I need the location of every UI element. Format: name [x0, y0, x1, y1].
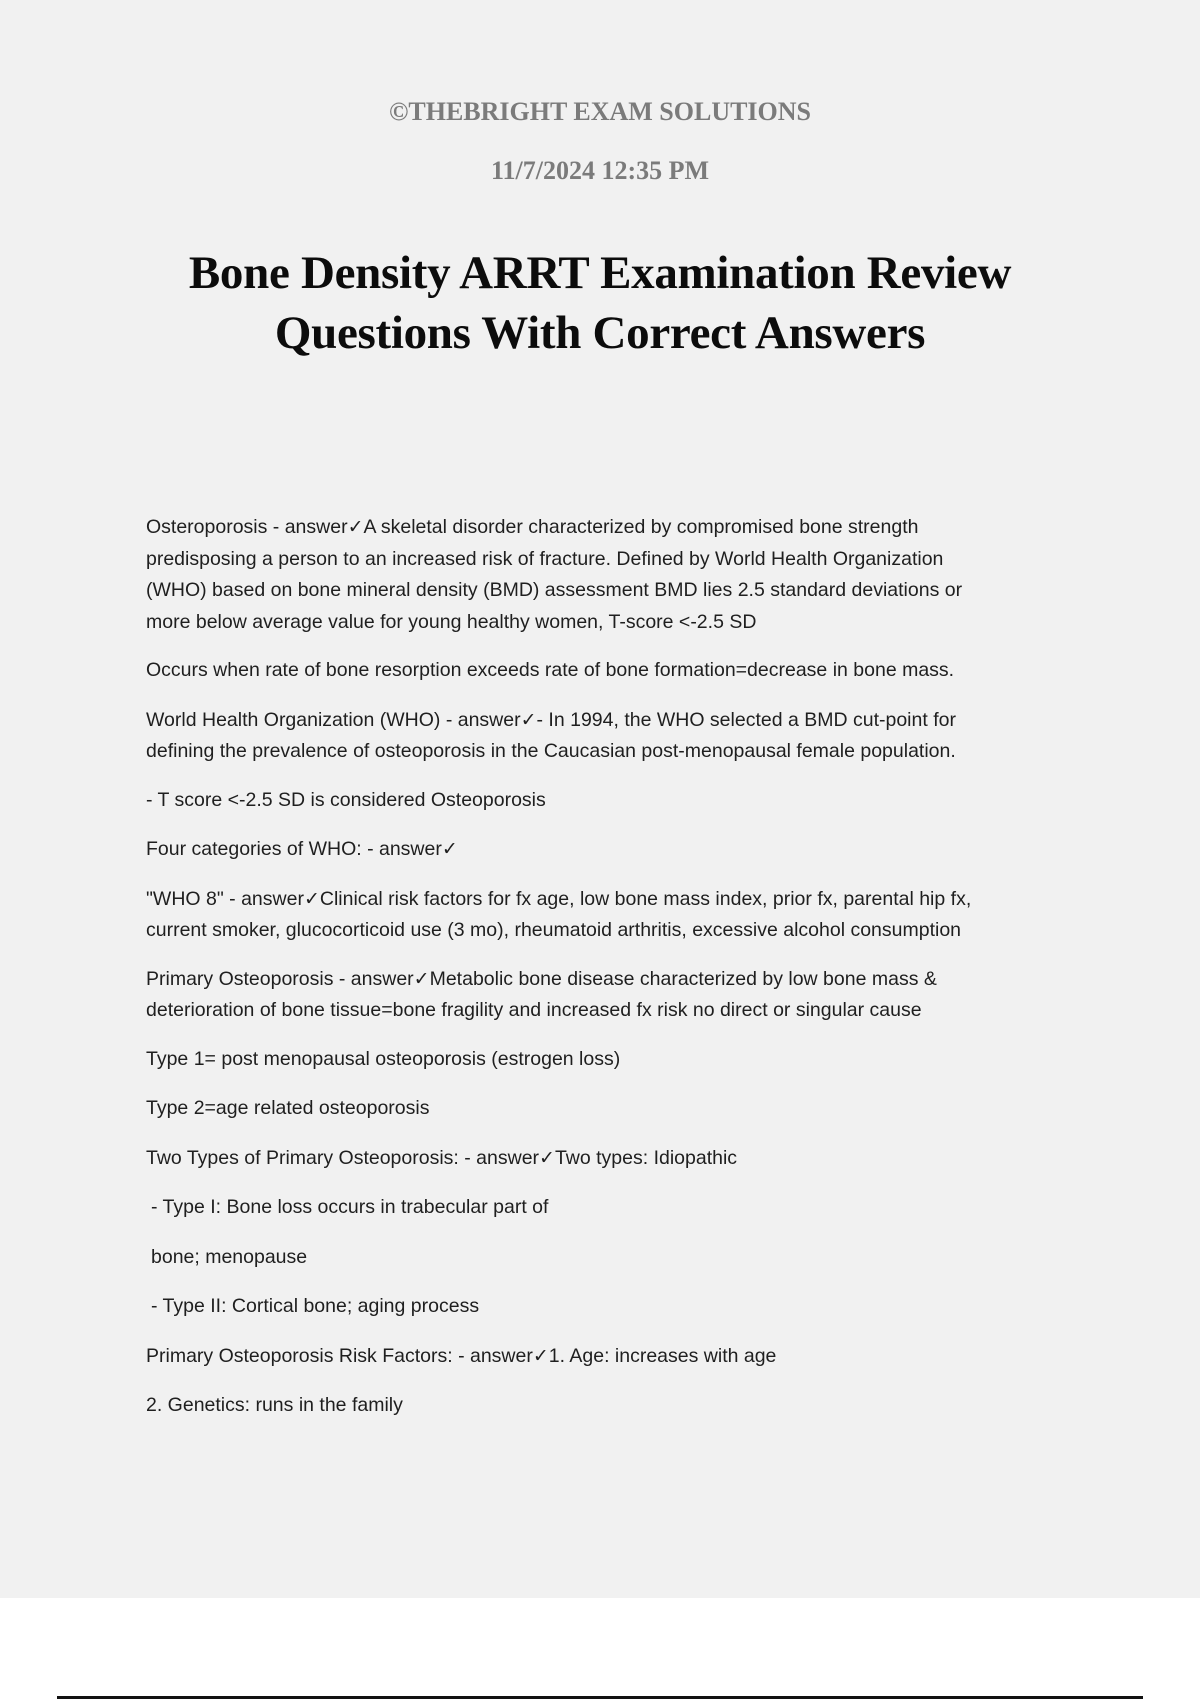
text-line: [146, 512, 1106, 544]
question-text: Primary Osteoporosis - answer: [146, 967, 414, 990]
text-line: Occurs when rate of bone resorption exceeds rate of bone formation=decrease in bone mass.: [146, 659, 955, 681]
title-line-2: Questions With Correct Answers: [274, 307, 926, 359]
question-text: Primary Osteoporosis Risk Factors: - answer: [146, 1344, 533, 1367]
text-line: [146, 1143, 1106, 1175]
answer-text: - In 1994, the WHO selected a BMD cut-point for: [536, 708, 956, 731]
paragraph-bone-resorption: [146, 655, 1106, 687]
text-line: defining the prevalence of osteoporosis in the Caucasian post-menopausal female population.: [146, 740, 956, 762]
answer-text: Two types: Idiopathic: [554, 1146, 738, 1169]
qa-four-categories: [146, 834, 1106, 866]
qa-osteoporosis: [146, 512, 1106, 638]
question-text: Two Types of Primary Osteoporosis: - answer: [146, 1146, 540, 1169]
question-text: World Health Organization (WHO) - answer: [146, 708, 521, 731]
checkmark-icon: ✓: [532, 1344, 549, 1367]
question-text: "WHO 8" - answer: [146, 887, 304, 910]
qa-who: [146, 705, 1106, 768]
checkmark-icon: ✓: [441, 838, 458, 860]
answer-text: 1. Age: increases with age: [548, 1344, 777, 1367]
text-line: [146, 884, 1106, 916]
checkmark-icon: ✓: [539, 1146, 555, 1169]
text-line: [146, 705, 1106, 737]
text-line: (WHO) based on bone mineral density (BMD) assessment BMD lies 2.5 standard deviations or: [146, 579, 963, 601]
paragraph-type-1: [146, 1044, 1106, 1076]
answer-text: Metabolic bone disease characterized by low bone mass &: [429, 967, 937, 990]
text-line: Type 2=age related osteoporosis: [146, 1097, 430, 1119]
question-text: Osteroporosis - answer: [146, 516, 348, 538]
text-line: - Type II: Cortical bone; aging process: [151, 1295, 480, 1317]
text-line: bone; menopause: [151, 1245, 308, 1268]
paragraph-type-ii: [146, 1291, 1106, 1323]
text-line: [146, 964, 1106, 996]
text-line: Type 1= post menopausal osteoporosis (estrogen loss): [146, 1047, 621, 1070]
footer-divider: [57, 1696, 1143, 1699]
text-line: more below average value for young healthy women, T-score <-2.5 SD: [146, 610, 757, 633]
header-datetime: 11/7/2024 12:35 PM: [490, 156, 710, 185]
text-line: [146, 834, 1106, 866]
answer-text: A skeletal disorder characterized by compromised bone strength: [363, 516, 919, 538]
checkmark-icon: ✓: [520, 708, 537, 731]
paragraph-t-score: [146, 785, 1106, 817]
paragraph-bone-menopause: [146, 1242, 1106, 1274]
text-line: - T score <-2.5 SD is considered Osteoporosis: [146, 788, 546, 811]
document-body: [146, 512, 1106, 1440]
paragraph-genetics: [146, 1390, 1106, 1422]
checkmark-icon: ✓: [413, 967, 430, 990]
text-line: deterioration of bone tissue=bone fragility and increased fx risk no direct or singular cause: [146, 999, 922, 1021]
text-line: current smoker, glucocorticoid use (3 mo), rheumatoid arthritis, excessive alcohol consumption: [146, 919, 962, 941]
checkmark-icon: ✓: [303, 887, 320, 910]
text-line: [146, 1341, 1106, 1373]
text-line: - Type I: Bone loss occurs in trabecular part of: [151, 1196, 549, 1218]
title-line-1: Bone Density ARRT Examination Review: [188, 247, 1012, 299]
document-title: [0, 243, 1200, 363]
paragraph-type-i: [146, 1192, 1106, 1224]
qa-primary-osteoporosis: [146, 964, 1106, 1027]
question-text: Four categories of WHO: - answer: [146, 838, 442, 860]
text-line: predisposing a person to an increased risk of fracture. Defined by World Health Organization: [146, 547, 944, 570]
answer-text: Clinical risk factors for fx age, low bone mass index, prior fx, parental hip fx,: [319, 887, 972, 910]
paragraph-type-2: [146, 1093, 1106, 1125]
header-brand: ©THEBRIGHT EXAM SOLUTIONS: [388, 97, 812, 126]
qa-who-8: [146, 884, 1106, 947]
checkmark-icon: ✓: [347, 516, 364, 538]
qa-risk-factors: [146, 1341, 1106, 1373]
qa-two-types: [146, 1143, 1106, 1175]
text-line: 2. Genetics: runs in the family: [146, 1394, 403, 1416]
